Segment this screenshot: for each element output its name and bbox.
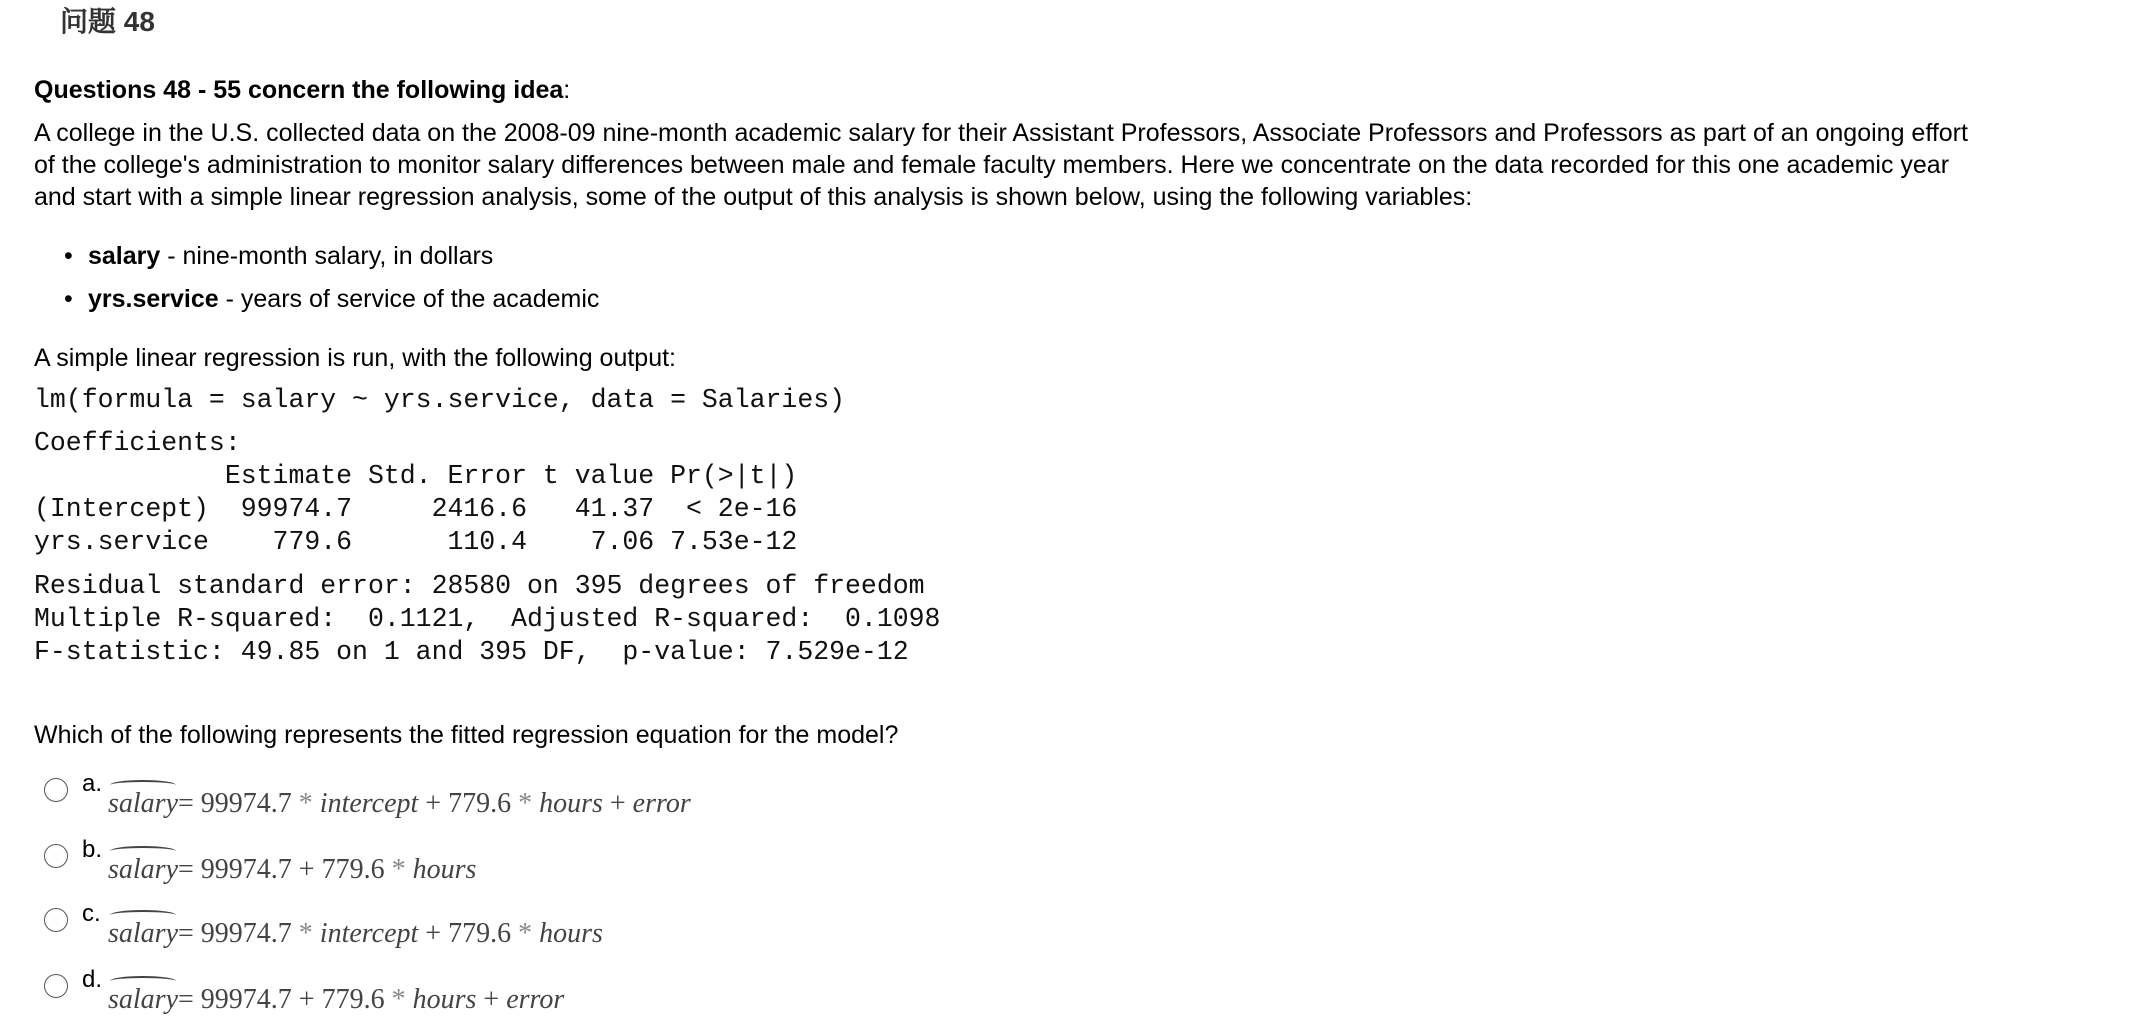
hat-icon	[110, 846, 176, 856]
option-letter: b.	[82, 836, 103, 863]
hat-icon	[110, 910, 176, 920]
hat-icon	[110, 976, 176, 986]
coef-row-yrs-service: yrs.service 779.6 110.4 7.06 7.53e-12	[34, 527, 798, 557]
coef-row-intercept: (Intercept) 99974.7 2416.6 41.37 < 2e-16	[34, 494, 798, 524]
option-equation	[108, 788, 691, 820]
option-letter: c.	[82, 900, 101, 927]
summary-fstat: F-statistic: 49.85 on 1 and 395 DF, p-value: 7.529e-12	[34, 637, 909, 667]
variable-item-salary	[88, 240, 493, 272]
question-number-title: 问题 48	[60, 6, 155, 37]
heading-colon: :	[563, 76, 571, 104]
radio-button[interactable]	[44, 974, 68, 998]
coef-header: Estimate Std. Error t value Pr(>|t|)	[34, 461, 798, 491]
salary-hat	[108, 918, 178, 950]
radio-button[interactable]	[44, 908, 68, 932]
equation-lhs: salary	[108, 984, 178, 1015]
variable-name: salary	[88, 242, 161, 270]
summary-residual: Residual standard error: 28580 on 395 degrees of freedom	[34, 571, 925, 601]
equation-lhs: salary	[108, 854, 178, 885]
coefficients-label: Coefficients:	[34, 428, 241, 458]
hat-icon	[110, 780, 176, 790]
radio-button[interactable]	[44, 844, 68, 868]
equation-lhs: salary	[108, 918, 178, 949]
salary-hat	[108, 788, 178, 820]
radio-button[interactable]	[44, 778, 68, 802]
option-letter: d.	[82, 966, 103, 993]
salary-hat	[108, 854, 178, 886]
run-text: A simple linear regression is run, with the following output:	[34, 344, 676, 372]
equation-rhs: = 99974.7 * intercept + 779.6 * hours + error	[178, 788, 691, 819]
variable-desc: - nine-month salary, in dollars	[160, 242, 494, 270]
variable-name: yrs.service	[88, 285, 219, 313]
salary-hat	[108, 984, 178, 1016]
variable-item-yrs-service	[88, 283, 599, 315]
equation-rhs: = 99974.7 + 779.6 * hours + error	[178, 984, 565, 1015]
r-call: lm(formula = salary ~ yrs.service, data = Salaries)	[34, 385, 846, 415]
option-equation	[108, 854, 476, 886]
summary-rsquared: Multiple R-squared: 0.1121, Adjusted R-squared: 0.1098	[34, 604, 941, 634]
option-equation	[108, 984, 564, 1016]
intro-paragraph: A college in the U.S. collected data on the 2008-09 nine-month academic salary for their Assistant Professors, Associate Professors and Professors as part of an ongoing effort of the college's administration to monitor salary differences between male and female faculty members. Here we concentrate on the data recorded for this one academic year and start with a simple linear regression analysis, some of the output of this analysis is shown below, using the following variables:	[34, 119, 1968, 211]
question-text: Which of the following represents the fitted regression equation for the model?	[34, 721, 899, 749]
heading-text: Questions 48 - 55 concern the following idea	[34, 76, 564, 104]
section-heading	[34, 74, 570, 106]
option-letter: a.	[82, 770, 103, 797]
variable-desc: - years of service of the academic	[218, 285, 600, 313]
equation-lhs: salary	[108, 788, 178, 819]
option-equation	[108, 918, 603, 950]
equation-rhs: = 99974.7 + 779.6 * hours	[178, 854, 477, 885]
equation-rhs: = 99974.7 * intercept + 779.6 * hours	[178, 918, 603, 949]
